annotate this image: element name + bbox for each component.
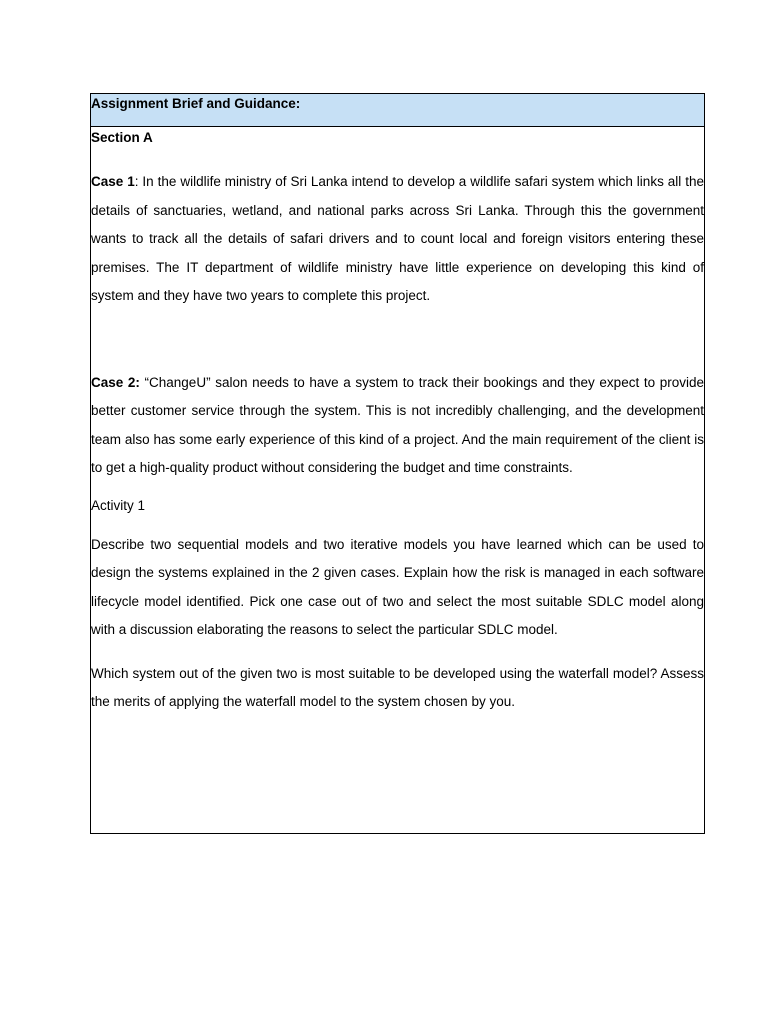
case-2-label: Case 2: — [91, 374, 140, 390]
case-1-label: Case 1 — [91, 174, 135, 189]
case-1-paragraph — [91, 168, 704, 311]
activity-title: Activity 1 — [91, 497, 146, 513]
waterfall-question: Which system out of the given two is most suitable to be developed using the waterfall model? Assess the merits of applying the waterfall model to the system chosen by you. — [91, 665, 704, 709]
header-title: Assignment Brief and Guidance: — [91, 96, 301, 111]
assignment-brief-table — [90, 93, 705, 834]
case-2-text: “ChangeU” salon needs to have a system to track their bookings and they expect to provide better customer service through the system. This is not incredibly challenging, and the development team also has some early experience of this kind of a project. And the main requirement of the client is to get a high-quality product without considering the budget and time constraints. — [91, 374, 704, 475]
activity-description: Describe two sequential models and two iterative models you have learned which can be used to design the systems explained in the 2 given cases. Explain how the risk is managed in each software lifecycle model identified. Pick one case out of two and select the most suitable SDLC model along with a discussion elaborating the reasons to select the particular SDLC model. — [91, 536, 704, 637]
case-2-paragraph — [91, 369, 704, 483]
table-body — [91, 131, 704, 717]
case-1-text: : In the wildlife ministry of Sri Lanka intend to develop a wildlife safari system which links all the details of sanctuaries, wetland, and national parks across Sri Lanka. Through this the government wants to track all the details of safari drivers and to count local and foreign visitors entering these premises. The IT department of wildlife ministry have little experience on developing this kind of system and they have two years to complete this project. — [91, 174, 704, 303]
table-header — [91, 94, 704, 127]
section-title: Section A — [91, 130, 153, 145]
